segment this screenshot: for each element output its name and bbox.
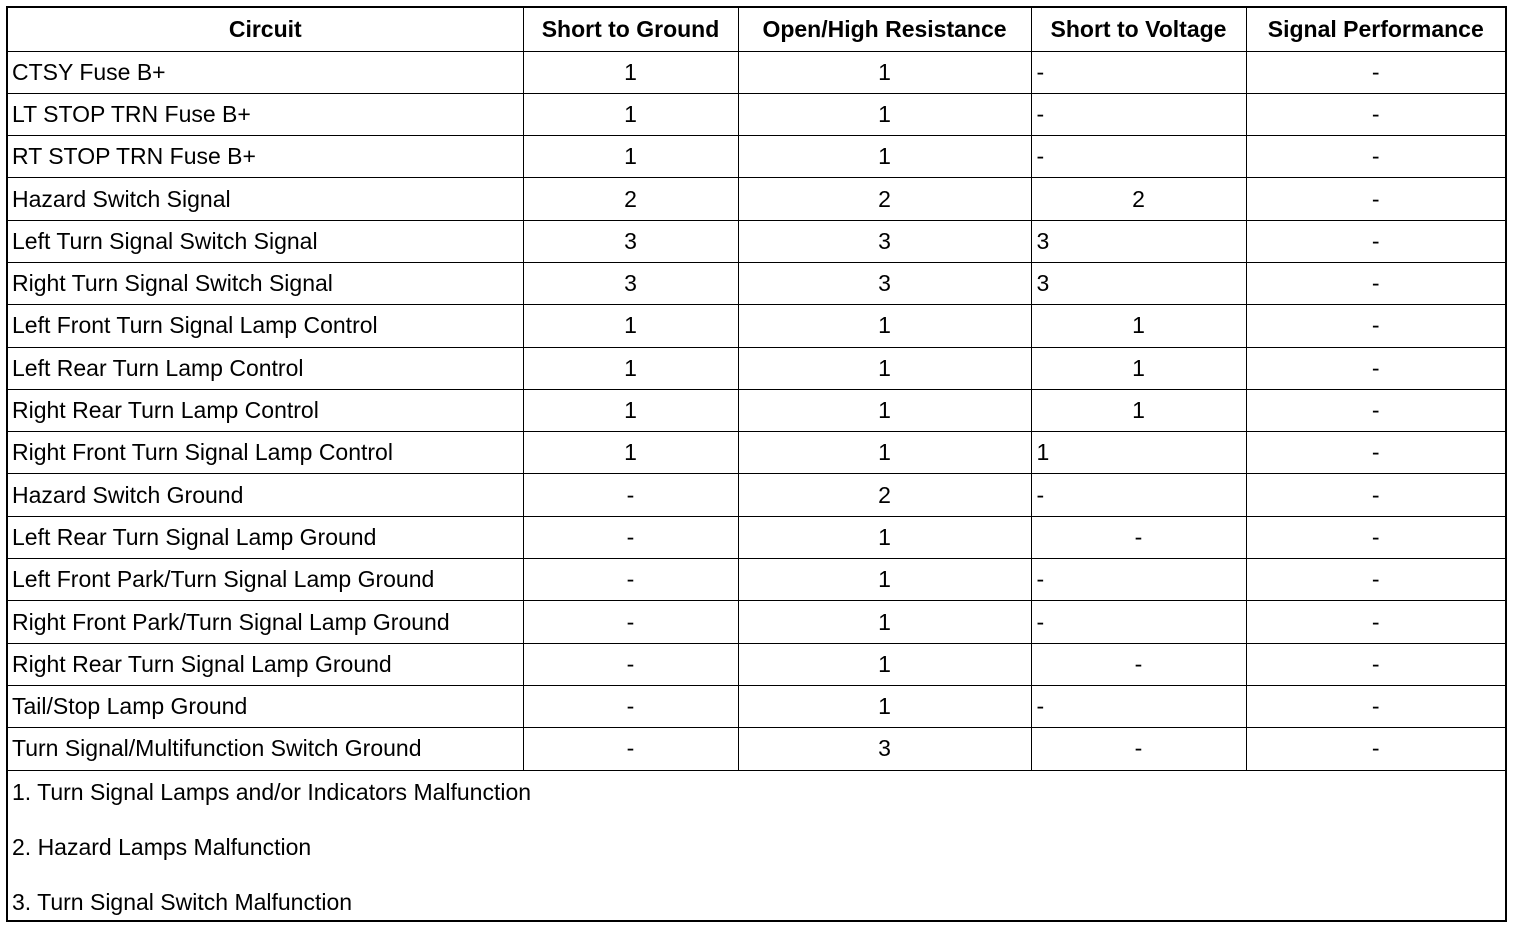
- table-row: [8, 643, 1505, 685]
- cell-circuit: CTSY Fuse B+: [8, 51, 523, 93]
- column-header-open-high-resistance: Open/High Resistance: [738, 8, 1031, 51]
- cell-circuit: Hazard Switch Ground: [8, 474, 523, 516]
- cell-open-high-resistance: 1: [738, 305, 1031, 347]
- cell-signal-performance: -: [1246, 432, 1505, 474]
- cell-short-to-ground: 1: [523, 389, 738, 431]
- table-row: [8, 685, 1505, 727]
- table-row: [8, 347, 1505, 389]
- cell-circuit: Left Rear Turn Lamp Control: [8, 347, 523, 389]
- cell-short-to-voltage: 2: [1031, 178, 1246, 220]
- cell-open-high-resistance: 1: [738, 136, 1031, 178]
- cell-open-high-resistance: 1: [738, 93, 1031, 135]
- cell-signal-performance: -: [1246, 136, 1505, 178]
- table-row: [8, 389, 1505, 431]
- cell-short-to-ground: -: [523, 474, 738, 516]
- table-row: [8, 516, 1505, 558]
- cell-short-to-voltage: -: [1031, 136, 1246, 178]
- cell-signal-performance: -: [1246, 220, 1505, 262]
- table-row: [8, 728, 1505, 770]
- table-header-row: [8, 8, 1505, 51]
- cell-signal-performance: -: [1246, 347, 1505, 389]
- cell-short-to-voltage: -: [1031, 685, 1246, 727]
- cell-open-high-resistance: 1: [738, 389, 1031, 431]
- cell-short-to-ground: -: [523, 601, 738, 643]
- cell-circuit: LT STOP TRN Fuse B+: [8, 93, 523, 135]
- cell-short-to-ground: 1: [523, 347, 738, 389]
- cell-circuit: Right Front Turn Signal Lamp Control: [8, 432, 523, 474]
- table-row: [8, 474, 1505, 516]
- cell-short-to-ground: 3: [523, 220, 738, 262]
- cell-short-to-voltage: 1: [1031, 347, 1246, 389]
- cell-signal-performance: -: [1246, 262, 1505, 304]
- cell-short-to-voltage: -: [1031, 93, 1246, 135]
- cell-short-to-voltage: 3: [1031, 220, 1246, 262]
- table-row: [8, 136, 1505, 178]
- cell-circuit: Right Rear Turn Signal Lamp Ground: [8, 643, 523, 685]
- cell-signal-performance: -: [1246, 601, 1505, 643]
- circuit-diagnosis-table-frame: [6, 6, 1507, 922]
- table-row: [8, 178, 1505, 220]
- cell-short-to-voltage: -: [1031, 643, 1246, 685]
- cell-open-high-resistance: 3: [738, 728, 1031, 770]
- footnote-2: 2. Hazard Lamps Malfunction: [12, 834, 312, 860]
- cell-signal-performance: -: [1246, 516, 1505, 558]
- cell-signal-performance: -: [1246, 728, 1505, 770]
- table-row: [8, 220, 1505, 262]
- cell-short-to-ground: 1: [523, 51, 738, 93]
- cell-signal-performance: -: [1246, 559, 1505, 601]
- cell-open-high-resistance: 3: [738, 220, 1031, 262]
- cell-open-high-resistance: 1: [738, 643, 1031, 685]
- cell-signal-performance: -: [1246, 474, 1505, 516]
- cell-short-to-ground: -: [523, 643, 738, 685]
- cell-circuit: Left Rear Turn Signal Lamp Ground: [8, 516, 523, 558]
- cell-circuit: Right Front Park/Turn Signal Lamp Ground: [8, 601, 523, 643]
- cell-signal-performance: -: [1246, 93, 1505, 135]
- cell-short-to-ground: -: [523, 559, 738, 601]
- table-row: [8, 601, 1505, 643]
- cell-short-to-ground: -: [523, 516, 738, 558]
- cell-short-to-ground: 1: [523, 305, 738, 347]
- table-body: [8, 51, 1505, 770]
- cell-circuit: Left Turn Signal Switch Signal: [8, 220, 523, 262]
- table-row: [8, 432, 1505, 474]
- cell-circuit: Tail/Stop Lamp Ground: [8, 685, 523, 727]
- cell-short-to-voltage: -: [1031, 51, 1246, 93]
- column-header-short-to-voltage: Short to Voltage: [1031, 8, 1246, 51]
- cell-short-to-ground: 2: [523, 178, 738, 220]
- cell-signal-performance: -: [1246, 178, 1505, 220]
- circuit-fault-table: [8, 8, 1505, 771]
- column-header-circuit: Circuit: [8, 8, 523, 51]
- cell-short-to-ground: 3: [523, 262, 738, 304]
- table-row: [8, 559, 1505, 601]
- cell-signal-performance: -: [1246, 643, 1505, 685]
- cell-circuit: Left Front Turn Signal Lamp Control: [8, 305, 523, 347]
- cell-open-high-resistance: 1: [738, 51, 1031, 93]
- cell-short-to-voltage: -: [1031, 559, 1246, 601]
- cell-short-to-voltage: 3: [1031, 262, 1246, 304]
- cell-open-high-resistance: 1: [738, 601, 1031, 643]
- cell-circuit: Left Front Park/Turn Signal Lamp Ground: [8, 559, 523, 601]
- cell-open-high-resistance: 1: [738, 516, 1031, 558]
- cell-short-to-ground: 1: [523, 136, 738, 178]
- cell-short-to-ground: 1: [523, 432, 738, 474]
- footnote-3: 3. Turn Signal Switch Malfunction: [12, 889, 353, 915]
- cell-circuit: Hazard Switch Signal: [8, 178, 523, 220]
- cell-signal-performance: -: [1246, 389, 1505, 431]
- column-header-short-to-ground: Short to Ground: [523, 8, 738, 51]
- table-row: [8, 93, 1505, 135]
- cell-open-high-resistance: 1: [738, 347, 1031, 389]
- cell-open-high-resistance: 1: [738, 559, 1031, 601]
- cell-short-to-voltage: 1: [1031, 389, 1246, 431]
- cell-open-high-resistance: 1: [738, 685, 1031, 727]
- cell-open-high-resistance: 3: [738, 262, 1031, 304]
- table-row: [8, 262, 1505, 304]
- cell-signal-performance: -: [1246, 305, 1505, 347]
- cell-signal-performance: -: [1246, 685, 1505, 727]
- cell-open-high-resistance: 1: [738, 432, 1031, 474]
- cell-circuit: Right Turn Signal Switch Signal: [8, 262, 523, 304]
- cell-short-to-voltage: -: [1031, 728, 1246, 770]
- footnote-1: 1. Turn Signal Lamps and/or Indicators Malfunction: [12, 779, 532, 805]
- cell-short-to-ground: -: [523, 685, 738, 727]
- cell-signal-performance: -: [1246, 51, 1505, 93]
- footnotes: [8, 770, 1505, 935]
- cell-short-to-ground: 1: [523, 93, 738, 135]
- cell-short-to-voltage: -: [1031, 516, 1246, 558]
- cell-short-to-voltage: 1: [1031, 432, 1246, 474]
- cell-short-to-voltage: -: [1031, 474, 1246, 516]
- cell-open-high-resistance: 2: [738, 474, 1031, 516]
- column-header-signal-performance: Signal Performance: [1246, 8, 1505, 51]
- cell-circuit: RT STOP TRN Fuse B+: [8, 136, 523, 178]
- cell-short-to-ground: -: [523, 728, 738, 770]
- cell-circuit: Turn Signal/Multifunction Switch Ground: [8, 728, 523, 770]
- table-row: [8, 51, 1505, 93]
- table-row: [8, 305, 1505, 347]
- cell-circuit: Right Rear Turn Lamp Control: [8, 389, 523, 431]
- cell-short-to-voltage: -: [1031, 601, 1246, 643]
- cell-open-high-resistance: 2: [738, 178, 1031, 220]
- cell-short-to-voltage: 1: [1031, 305, 1246, 347]
